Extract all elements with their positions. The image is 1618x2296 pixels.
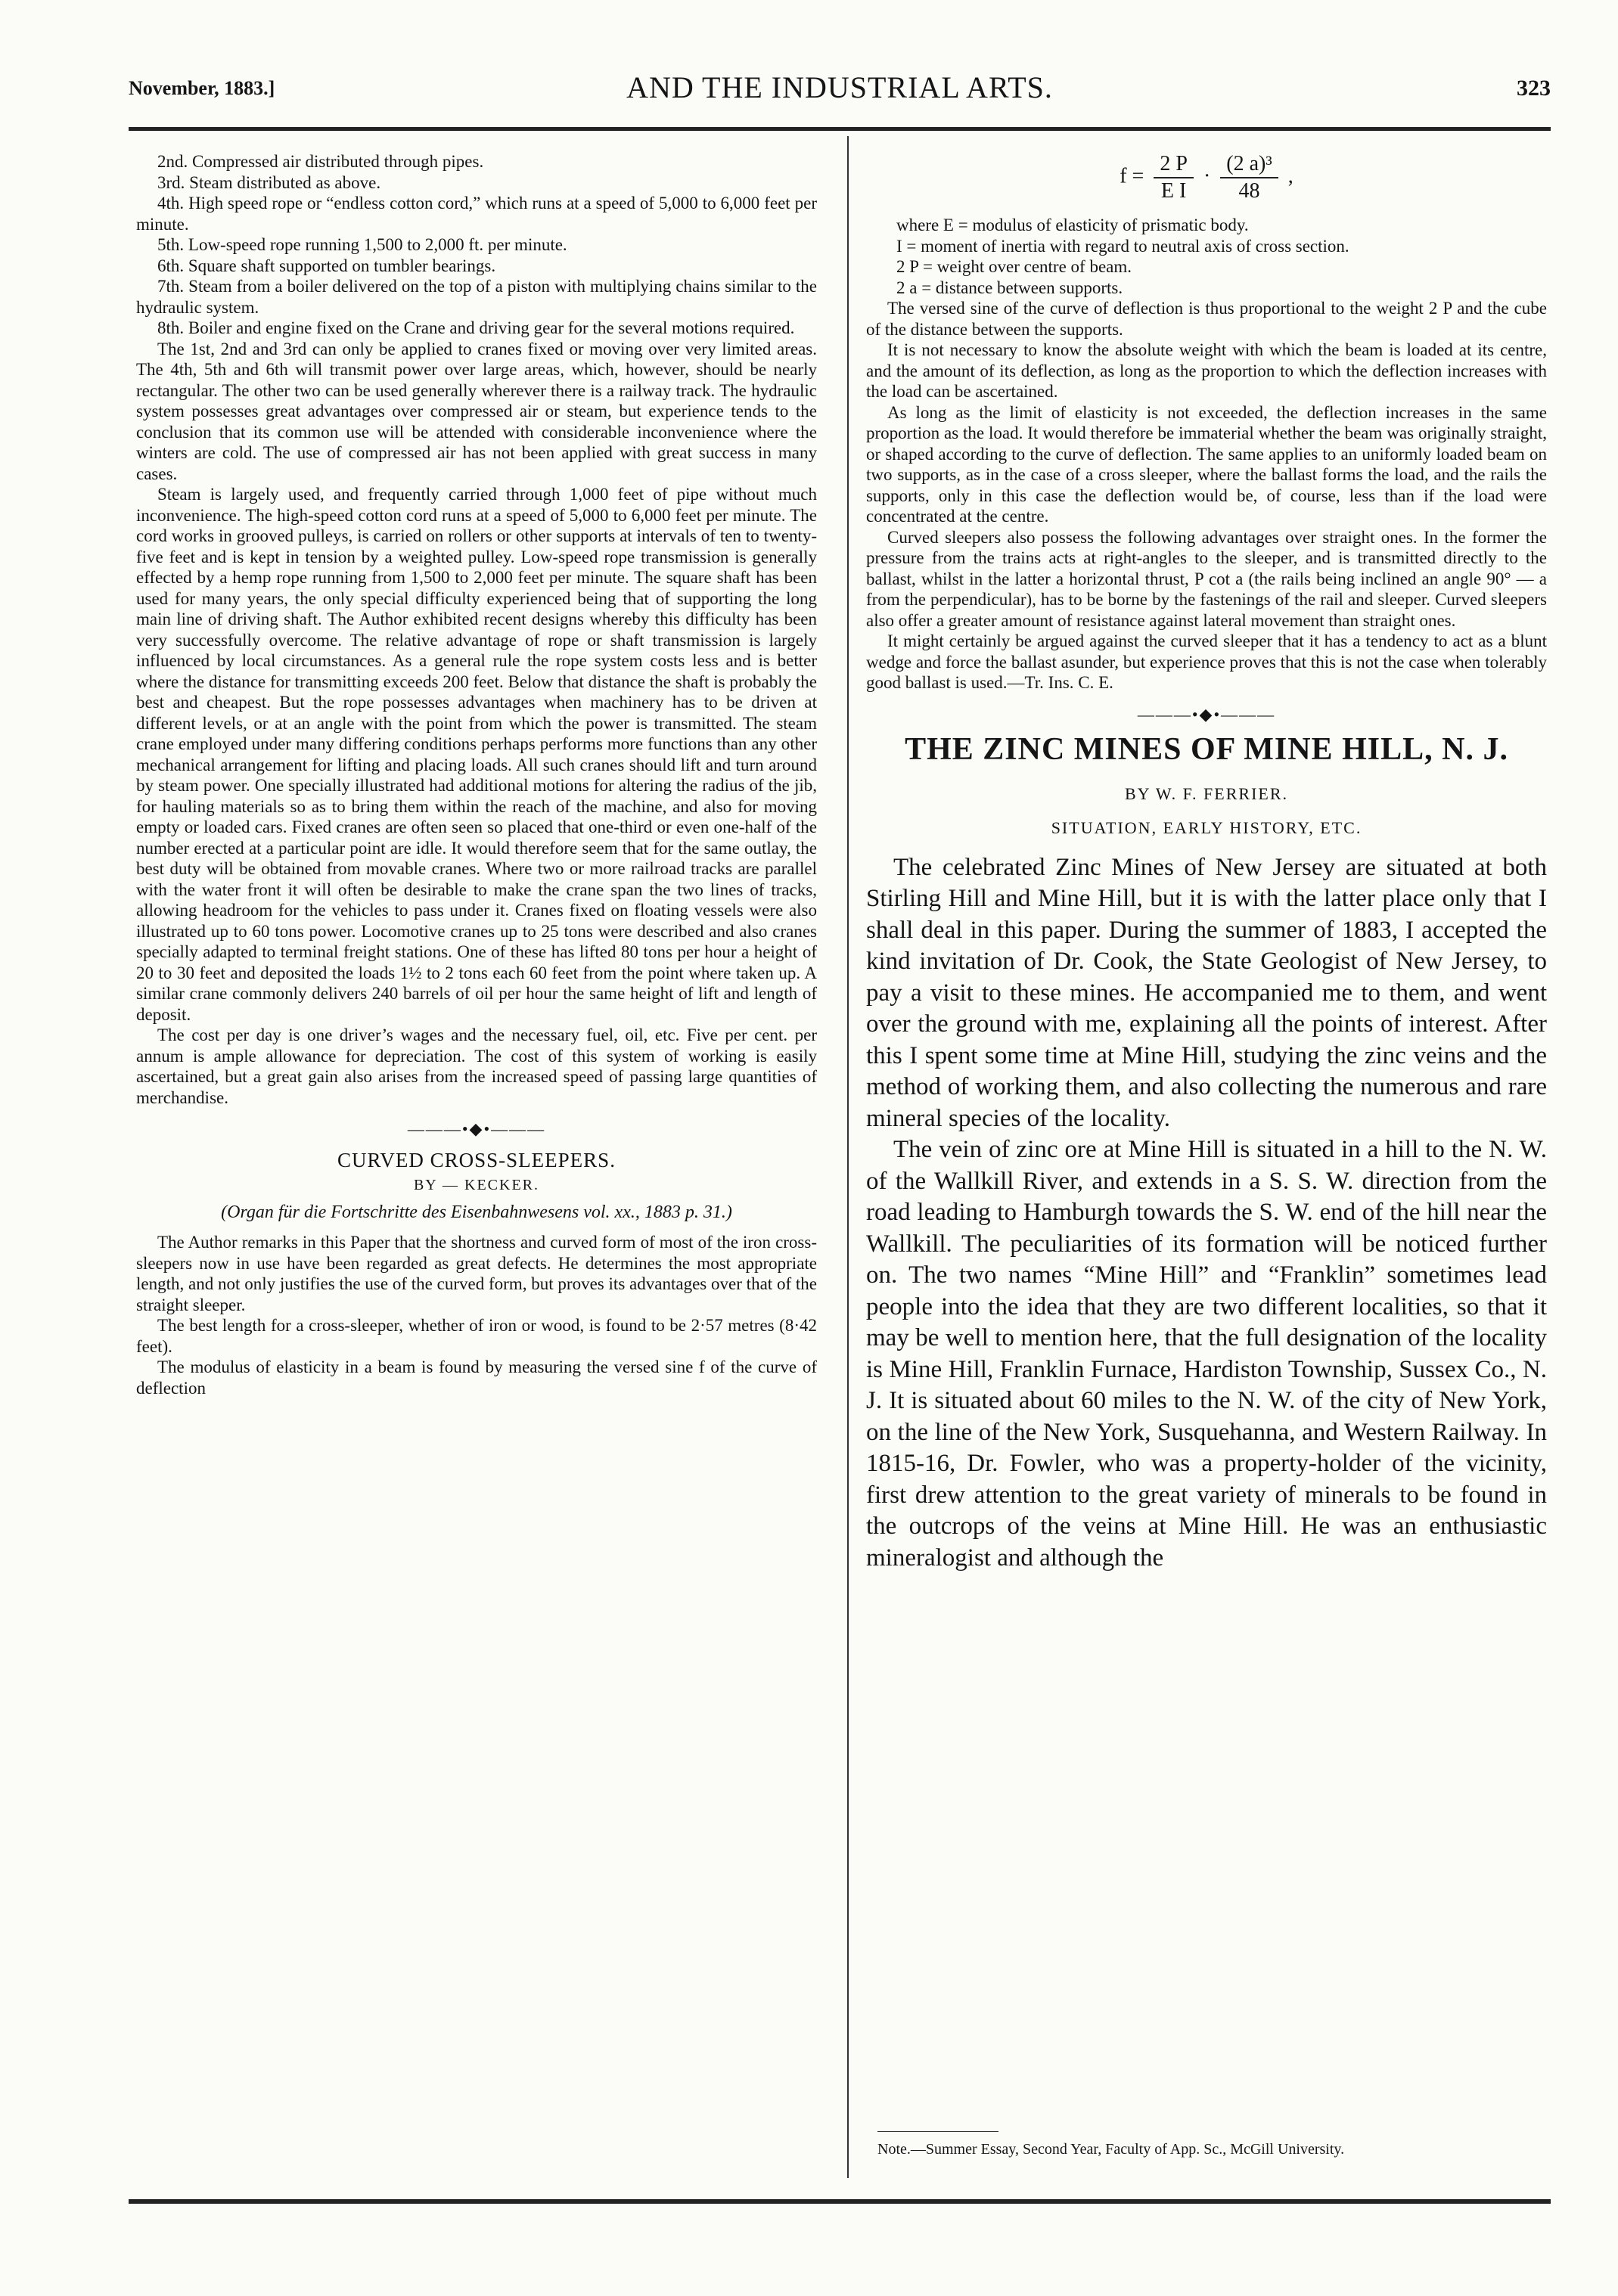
paragraph: The versed sine of the curve of deflection is thus proportional to the weight 2 P and the cube of the distance between the supports. xyxy=(866,299,1547,339)
definition: 2 a = distance between supports. xyxy=(896,278,1123,297)
left-column xyxy=(136,151,817,1398)
definition: 2 P = weight over centre of beam. xyxy=(896,257,1132,276)
formula-definitions xyxy=(866,215,1547,298)
paragraph: The best length for a cross-sleeper, whether of iron or wood, is found to be 2·57 metres (8·42 feet). xyxy=(136,1316,817,1356)
paragraph: The 1st, 2nd and 3rd can only be applied to cranes fixed or moving over very limited areas. The 4th, 5th and 6th will transmit power over large areas, which, however, should be nearly rectangular. The other two can be used generally wherever there is a railway track. The hydraulic system possesses great advantages over compressed air or steam, but experience tends to the conclusion that its common use will be attended with considerable inconvenience where the winters are cold. The use of compressed air has not been applied with great success in many cases. xyxy=(136,339,817,483)
fraction-denominator: 48 xyxy=(1238,179,1260,203)
right-column xyxy=(866,151,1547,1574)
fraction xyxy=(1220,151,1278,204)
deflection-formula xyxy=(866,151,1547,204)
article-byline: BY W. F. FERRIER. xyxy=(1124,783,1289,803)
list-item: 7th. Steam from a boiler delivered on the top of a piston with multiplying chains similar to the hydraulic system. xyxy=(136,277,817,317)
paragraph: It is not necessary to know the absolute weight with which the beam is loaded at its centre, and the amount of its deflection, as long as the proportion to which the deflection increases with the load can be ascertained. xyxy=(866,340,1547,401)
column-divider xyxy=(847,136,849,2178)
definition: where E = modulus of elasticity of prismatic body. xyxy=(896,216,1249,234)
section-separator: ———•◆•——— xyxy=(407,1119,546,1138)
footnote-rule xyxy=(877,2131,998,2132)
definition: I = moment of inertia with regard to neutral axis of cross section. xyxy=(896,236,1349,256)
article-byline: BY — KECKER. xyxy=(413,1177,540,1193)
list-item: 5th. Low-speed rope running 1,500 to 2,000 ft. per minute. xyxy=(157,235,567,254)
article-reference: (Organ für die Fortschritte des Eisenbahnwesens vol. xx., 1883 p. 31.) xyxy=(221,1202,732,1222)
article-title: CURVED CROSS-SLEEPERS. xyxy=(337,1148,616,1171)
paragraph: The modulus of elasticity in a beam is found by measuring the versed sine f of the curve of deflection xyxy=(136,1357,817,1398)
paragraph: The vein of zinc ore at Mine Hill is situated in a hill to the N. W. of the Wallkill River, and extends in a S. S. W. direction from the road leading to Hamburgh towards the S. W. end of the hill near the Wallkill. The peculiarities of its formation will be noticed further on. The two names “Mine Hill” and “Franklin” sometimes lead people into the idea that they are two different localities, so that it may be well to mention here, that the full designation of the locality is Mine Hill, Franklin Furnace, Hardiston Township, Sussex Co., N. J. It is situated about 60 miles to the N. W. of the city of New York, on the line of the New York, Susquehanna, and Western Railway. In 1815-16, Dr. Fowler, who was a property-holder of the vicinity, first drew attention to the great variety of minerals to be found in the outcrops of the veins at Mine Hill. He was an enthusiastic mineralogist and although the xyxy=(866,1136,1547,1572)
section-separator: ———•◆•——— xyxy=(1137,704,1276,724)
paragraph: The Author remarks in this Paper that the shortness and curved form of most of the iron cross-sleepers now in use have been regarded as great defects. He determines the most appropriate length, and not only justifies the use of the curved form, but proves its advantages over that of the straight sleeper. xyxy=(136,1233,817,1314)
paragraph: The cost per day is one driver’s wages and the necessary fuel, oil, etc. Five per cent. per annum is ample allowance for depreciation. The cost of this system of working is easily ascertained, but a great gain also arises from the increased speed of passing large quantities of merchandise. xyxy=(136,1025,817,1107)
paragraph: As long as the limit of elasticity is not exceeded, the deflection increases in the same proportion as the load. It would therefore be immaterial whether the beam was originally straight, or shaped according to the curve of deflection. The same applies to an uniformly loaded beam on two supports, as in the case of a cross sleeper, where the ballast forms the load, and the rails the supports, only in this case the deflection would be, of course, less than if the load were concentrated at the centre. xyxy=(866,402,1547,526)
list-item: 6th. Square shaft supported on tumbler bearings. xyxy=(157,256,496,275)
journal-running-title: AND THE INDUSTRIAL ARTS. xyxy=(626,70,1053,104)
formula-lhs: f = xyxy=(1120,164,1144,188)
formula-dot: · xyxy=(1203,164,1211,188)
formula-tail: , xyxy=(1287,164,1293,188)
list-item: 2nd. Compressed air distributed through pipes. xyxy=(157,152,484,171)
footnote: Note.—Summer Essay, Second Year, Faculty of App. Sc., McGill University. xyxy=(877,2141,1345,2158)
article-body xyxy=(866,852,1547,1575)
paragraph: It might certainly be argued against the curved sleeper that it has a tendency to act as a blunt wedge and force the ballast asunder, but experience proves that this is not the case when tolerably good ballast is used.—Tr. Ins. C. E. xyxy=(866,631,1547,692)
fraction xyxy=(1154,151,1194,204)
paragraph: Curved sleepers also possess the following advantages over straight ones. In the former the pressure from the trains acts at right-angles to the sleeper, and is transmitted directly to the ballast, whilst in the latter a horizontal thrust, P cot a (the rails being inclined an angle 90° — a from the perpendicular), has to be borne by the fastenings of the rail and sleeper. Curved sleepers also offer a greater amount of resistance against lateral movement than straight ones. xyxy=(866,527,1547,630)
page-number: 323 xyxy=(1517,76,1551,101)
paragraph: Steam is largely used, and frequently carried through 1,000 feet of pipe without much inconvenience. The high-speed cotton cord runs at a speed of 5,000 to 6,000 feet per minute. The cord works in grooved pulleys, is carried on rollers or other supports at intervals of ten to twenty-five feet and is kept in tension by a weighted pulley. Low-speed rope transmission is generally effected by a hemp rope running from 1,500 to 2,000 feet per minute. The square shaft has been used for many years, the only special difficulty experienced being that of supporting the long main line of driving shaft. The Author exhibited recent designs whereby this difficulty has been very successfully overcome. The relative advantage of rope or shaft transmission is largely influenced by local circumstances. As a general rule the rope system costs less and is better where the distance for transmitting exceeds 200 feet. Below that distance the shaft is probably the best and cheapest. But the rope possesses advantages when machinery has to be driven at different levels, or at an angle with the point from which the power is transmitted. The steam crane employed under many differing conditions perhaps performs more functions than any other mechanical arrangement for lifting and placing loads. All such cranes should lift and turn around by steam power. One specially illustrated had additional motions for altering the radius of the jib, for hauling materials so as to bring them within the reach of the machine, and also for moving empty or loaded cars. Fixed cranes are often seen so placed that one-third or even one-half of the number erected at a particular point are idle. It would therefore seem that for the same outlay, the best duty will be obtained from movable cranes. Where two or more railroad tracks are parallel with the water front it will often be desirable to make the crane span the two lines of tracks, allowing headroom for the vehicles to pass under it. Cranes fixed on floating vessels were also illustrated up to 60 tons power. Locomotive cranes up to 25 tons were described and also cranes specially adapted to terminal freight stations. One of these has lifted 80 tons per hour a height of 20 to 30 feet and deposited the loads 1½ to 2 tons each 60 feet from the point where taken up. A similar crane commonly delivers 240 barrels of oil per hour the same height of lift and length of deposit. xyxy=(136,485,817,1024)
footer-rule xyxy=(129,2199,1551,2204)
list-item: 8th. Boiler and engine fixed on the Crane and driving gear for the several motions required. xyxy=(157,318,795,337)
paragraph: The celebrated Zinc Mines of New Jersey are situated at both Stirling Hill and Mine Hill, but it is with the latter place only that I shall deal in this paper. During the summer of 1883, I accepted the kind invitation of Dr. Cook, the State Geologist of New Jersey, to pay a visit to these mines. He accompanied me to them, and went over the ground with me, explaining all the points of interest. After this I spent some time at Mine Hill, studying the zinc veins and the method of working them, and also collecting the numerous and rare mineral species of the locality. xyxy=(866,853,1547,1132)
issue-date: November, 1883.] xyxy=(129,77,275,99)
list-item: 4th. High speed rope or “endless cotton cord,” which runs at a speed of 5,000 to 6,000 feet per minute. xyxy=(136,194,817,234)
fraction-numerator: (2 a)³ xyxy=(1220,151,1278,178)
section-subheading: SITUATION, EARLY HISTORY, ETC. xyxy=(1051,818,1362,837)
header-rule xyxy=(129,127,1551,131)
fraction-denominator: E I xyxy=(1160,179,1187,203)
fraction-numerator: 2 P xyxy=(1154,151,1194,178)
list-item: 3rd. Steam distributed as above. xyxy=(157,172,381,192)
article-title: THE ZINC MINES OF MINE HILL, N. J. xyxy=(905,732,1508,767)
page-header xyxy=(129,70,1551,107)
